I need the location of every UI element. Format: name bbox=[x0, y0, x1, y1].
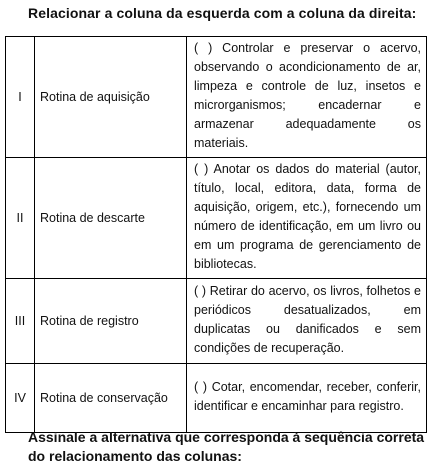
table-row bbox=[6, 364, 427, 433]
routine-description: ( ) Controlar e preservar o acervo, observando o acondicionamento de ar, limpeza e controle de luz, insetos e microrganismos; encadernar e armazenar adequadamente os materiais. bbox=[187, 37, 427, 158]
table-row bbox=[6, 158, 427, 279]
routine-description: ( ) Retirar do acervo, os livros, folhetos e periódicos desatualizados, em duplicatas ou danificados e sem condições de recuperação. bbox=[187, 279, 427, 364]
routine-name: Rotina de registro bbox=[35, 279, 187, 364]
routine-description: ( ) Anotar os dados do material (autor, título, local, editora, data, forma de aquisição, origem, etc.), fornecendo um número de identificação, em um livro ou em um programa de gerenciamento de bibliotecas. bbox=[187, 158, 427, 279]
row-number: I bbox=[6, 37, 35, 158]
row-number: IV bbox=[6, 364, 35, 433]
instruction-heading: Relacionar a coluna da esquerda com a coluna da direita: bbox=[28, 5, 417, 21]
row-number: II bbox=[6, 158, 35, 279]
routine-name: Rotina de aquisição bbox=[35, 37, 187, 158]
table-row bbox=[6, 279, 427, 364]
routine-name: Rotina de conservação bbox=[35, 364, 187, 433]
routine-description: ( ) Cotar, encomendar, receber, conferir, identificar e encaminhar para registro. bbox=[187, 364, 427, 433]
matching-table bbox=[5, 36, 427, 433]
routine-name: Rotina de descarte bbox=[35, 158, 187, 279]
row-number: III bbox=[6, 279, 35, 364]
question-prompt: Assinale a alternativa que corresponda à sequência correta do relacionamento das colunas: bbox=[28, 429, 425, 464]
table-row bbox=[6, 37, 427, 158]
